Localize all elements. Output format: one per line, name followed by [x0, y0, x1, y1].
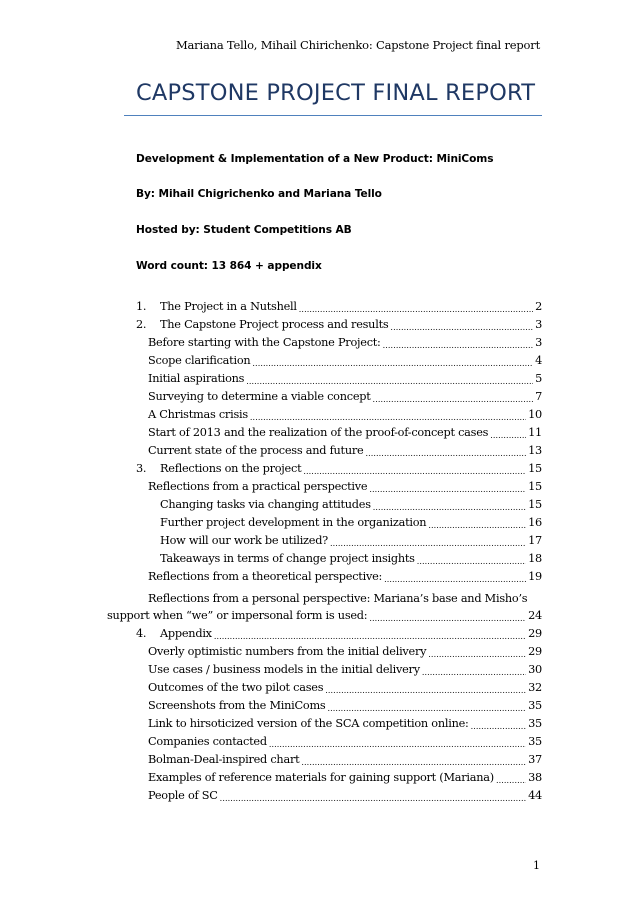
toc-entry[interactable]	[136, 622, 542, 640]
toc-entry-page: 4	[535, 354, 542, 367]
toc-entry-page: 29	[528, 627, 542, 640]
toc-entry-page: 11	[528, 426, 542, 439]
toc-entry[interactable]	[148, 748, 542, 766]
toc-leader-dots	[250, 409, 526, 421]
subtitle: Development & Implementation of a New Product: MiniComs	[136, 153, 494, 165]
toc-leader-dots	[220, 790, 526, 802]
toc-leader-dots	[390, 319, 533, 331]
toc-entry-number: 3.	[136, 462, 147, 475]
toc-entry[interactable]	[148, 421, 542, 439]
toc-entry-page: 35	[528, 699, 542, 712]
toc-entry-page: 37	[528, 753, 542, 766]
toc-entry-label: The Capstone Project process and results	[160, 318, 389, 331]
toc-leader-dots	[471, 718, 527, 730]
toc-entry-label: Current state of the process and future	[148, 444, 364, 457]
toc-entry-label: Initial aspirations	[148, 372, 245, 385]
toc-entry-label: The Project in a Nutshell	[160, 300, 297, 313]
toc-entry[interactable]	[136, 295, 542, 313]
toc-leader-dots	[252, 355, 533, 367]
toc-entry-page: 7	[535, 390, 542, 403]
host-line: Hosted by: Student Competitions AB	[136, 224, 352, 236]
toc-leader-dots	[369, 481, 526, 493]
toc-entry[interactable]	[160, 529, 542, 547]
toc-leader-dots	[327, 700, 526, 712]
toc-entry-label: support when “we” or impersonal form is used:	[107, 609, 368, 622]
toc-entry[interactable]	[148, 403, 542, 421]
toc-leader-dots	[428, 517, 526, 529]
toc-leader-dots	[373, 499, 526, 511]
toc-leader-dots	[496, 772, 526, 784]
toc-entry-page: 10	[528, 408, 542, 421]
toc-entry-label: Changing tasks via changing attitudes	[160, 498, 371, 511]
toc-entry[interactable]	[148, 385, 542, 403]
toc-entry-page: 15	[528, 480, 542, 493]
toc-leader-dots	[417, 553, 526, 565]
toc-leader-dots	[428, 646, 526, 658]
toc-entry[interactable]	[160, 547, 542, 565]
toc-entry-label: Reflections from a theoretical perspective:	[148, 570, 383, 583]
toc-entry-page: 29	[528, 645, 542, 658]
toc-entry-page: 13	[528, 444, 542, 457]
toc-entry-page: 30	[528, 663, 542, 676]
toc-entry[interactable]	[148, 694, 542, 712]
toc-entry-page: 19	[528, 570, 542, 583]
toc-entry[interactable]	[136, 457, 542, 475]
toc-entry[interactable]	[148, 439, 542, 457]
toc-entry[interactable]	[107, 604, 542, 622]
toc-entry-number: 1.	[136, 300, 147, 313]
toc-entry-label: Bolman-Deal-inspired chart	[148, 753, 300, 766]
toc-entry-page: 15	[528, 498, 542, 511]
toc-entry[interactable]	[148, 766, 542, 784]
word-count: Word count: 13 864 + appendix	[136, 260, 322, 272]
toc-entry[interactable]	[148, 331, 542, 349]
toc-leader-dots	[214, 628, 526, 640]
toc-entry-label: Use cases / business models in the initial delivery	[148, 663, 420, 676]
toc-leader-dots	[373, 391, 534, 403]
toc-entry-label: Further project development in the organization	[160, 516, 427, 529]
toc-entry-label: Companies contacted	[148, 735, 267, 748]
toc-entry-label: Appendix	[160, 627, 212, 640]
toc-leader-dots	[365, 445, 526, 457]
toc-entry-label: Takeaways in terms of change project insights	[160, 552, 415, 565]
toc-entry-page: 3	[535, 318, 542, 331]
toc-entry-page: 18	[528, 552, 542, 565]
toc-leader-dots	[422, 664, 526, 676]
toc-entry-label: Before starting with the Capstone Project:	[148, 336, 381, 349]
page-number: 1	[533, 859, 540, 872]
toc-entry[interactable]	[160, 493, 542, 511]
toc-entry[interactable]	[148, 640, 542, 658]
toc-entry-label: How will our work be utilized?	[160, 534, 328, 547]
authors-line: By: Mihail Chigrichenko and Mariana Tello	[136, 188, 382, 200]
toc-entry[interactable]	[148, 349, 542, 367]
toc-entry-label: Surveying to determine a viable concept	[148, 390, 371, 403]
toc-entry-page: 3	[535, 336, 542, 349]
toc-entry-label: Scope clarification	[148, 354, 251, 367]
toc-entry-page: 5	[535, 372, 542, 385]
toc-leader-dots	[330, 535, 526, 547]
toc-leader-dots	[299, 301, 533, 313]
toc-leader-dots	[369, 610, 526, 622]
toc-entry-page: 35	[528, 717, 542, 730]
toc-entry-wrapped-first-line[interactable]: Reflections from a personal perspective: Mariana’s base and Misho’s	[148, 592, 528, 605]
toc-entry-page: 35	[528, 735, 542, 748]
toc-entry-label: Screenshots from the MiniComs	[148, 699, 326, 712]
report-title: CAPSTONE PROJECT FINAL REPORT	[136, 80, 536, 106]
toc-entry-label: Link to hirsoticized version of the SCA competition online:	[148, 717, 469, 730]
toc-entry-page: 17	[528, 534, 542, 547]
toc-leader-dots	[303, 463, 526, 475]
toc-leader-dots	[246, 373, 533, 385]
toc-entry-label: Outcomes of the two pilot cases	[148, 681, 324, 694]
toc-leader-dots	[325, 682, 526, 694]
toc-entry-page: 2	[535, 300, 542, 313]
toc-entry[interactable]	[148, 658, 542, 676]
toc-entry-label: Reflections on the project	[160, 462, 302, 475]
toc-entry-page: 15	[528, 462, 542, 475]
toc-entry-label: People of SC	[148, 789, 218, 802]
running-header: Mariana Tello, Mihail Chirichenko: Capstone Project final report	[175, 38, 540, 52]
toc-leader-dots	[301, 754, 526, 766]
toc-entry-page: 32	[528, 681, 542, 694]
toc-entry-page: 24	[528, 609, 542, 622]
toc-entry-label: Examples of reference materials for gaining support (Mariana)	[148, 771, 494, 784]
toc-entry[interactable]	[148, 676, 542, 694]
toc-entry-page: 44	[528, 789, 542, 802]
toc-entry[interactable]	[136, 313, 542, 331]
toc-entry[interactable]	[148, 784, 542, 802]
toc-entry[interactable]	[148, 730, 542, 748]
toc-entry-number: 4.	[136, 627, 147, 640]
toc-entry[interactable]	[148, 367, 542, 385]
toc-entry[interactable]	[148, 712, 542, 730]
toc-entry[interactable]	[148, 475, 542, 493]
toc-leader-dots	[269, 736, 526, 748]
toc-leader-dots	[384, 571, 526, 583]
toc-entry-number: 2.	[136, 318, 147, 331]
toc-entry-label: Reflections from a practical perspective	[148, 480, 368, 493]
toc-entry-page: 16	[528, 516, 542, 529]
toc-leader-dots	[490, 427, 526, 439]
toc-entry-label: A Christmas crisis	[148, 408, 248, 421]
toc-entry-label: Overly optimistic numbers from the initial delivery	[148, 645, 427, 658]
toc-entry[interactable]	[148, 565, 542, 583]
toc-entry-page: 38	[528, 771, 542, 784]
toc-entry[interactable]	[160, 511, 542, 529]
toc-leader-dots	[383, 337, 533, 349]
title-underline	[124, 115, 542, 116]
toc-entry-label: Start of 2013 and the realization of the proof-of-concept cases	[148, 426, 489, 439]
